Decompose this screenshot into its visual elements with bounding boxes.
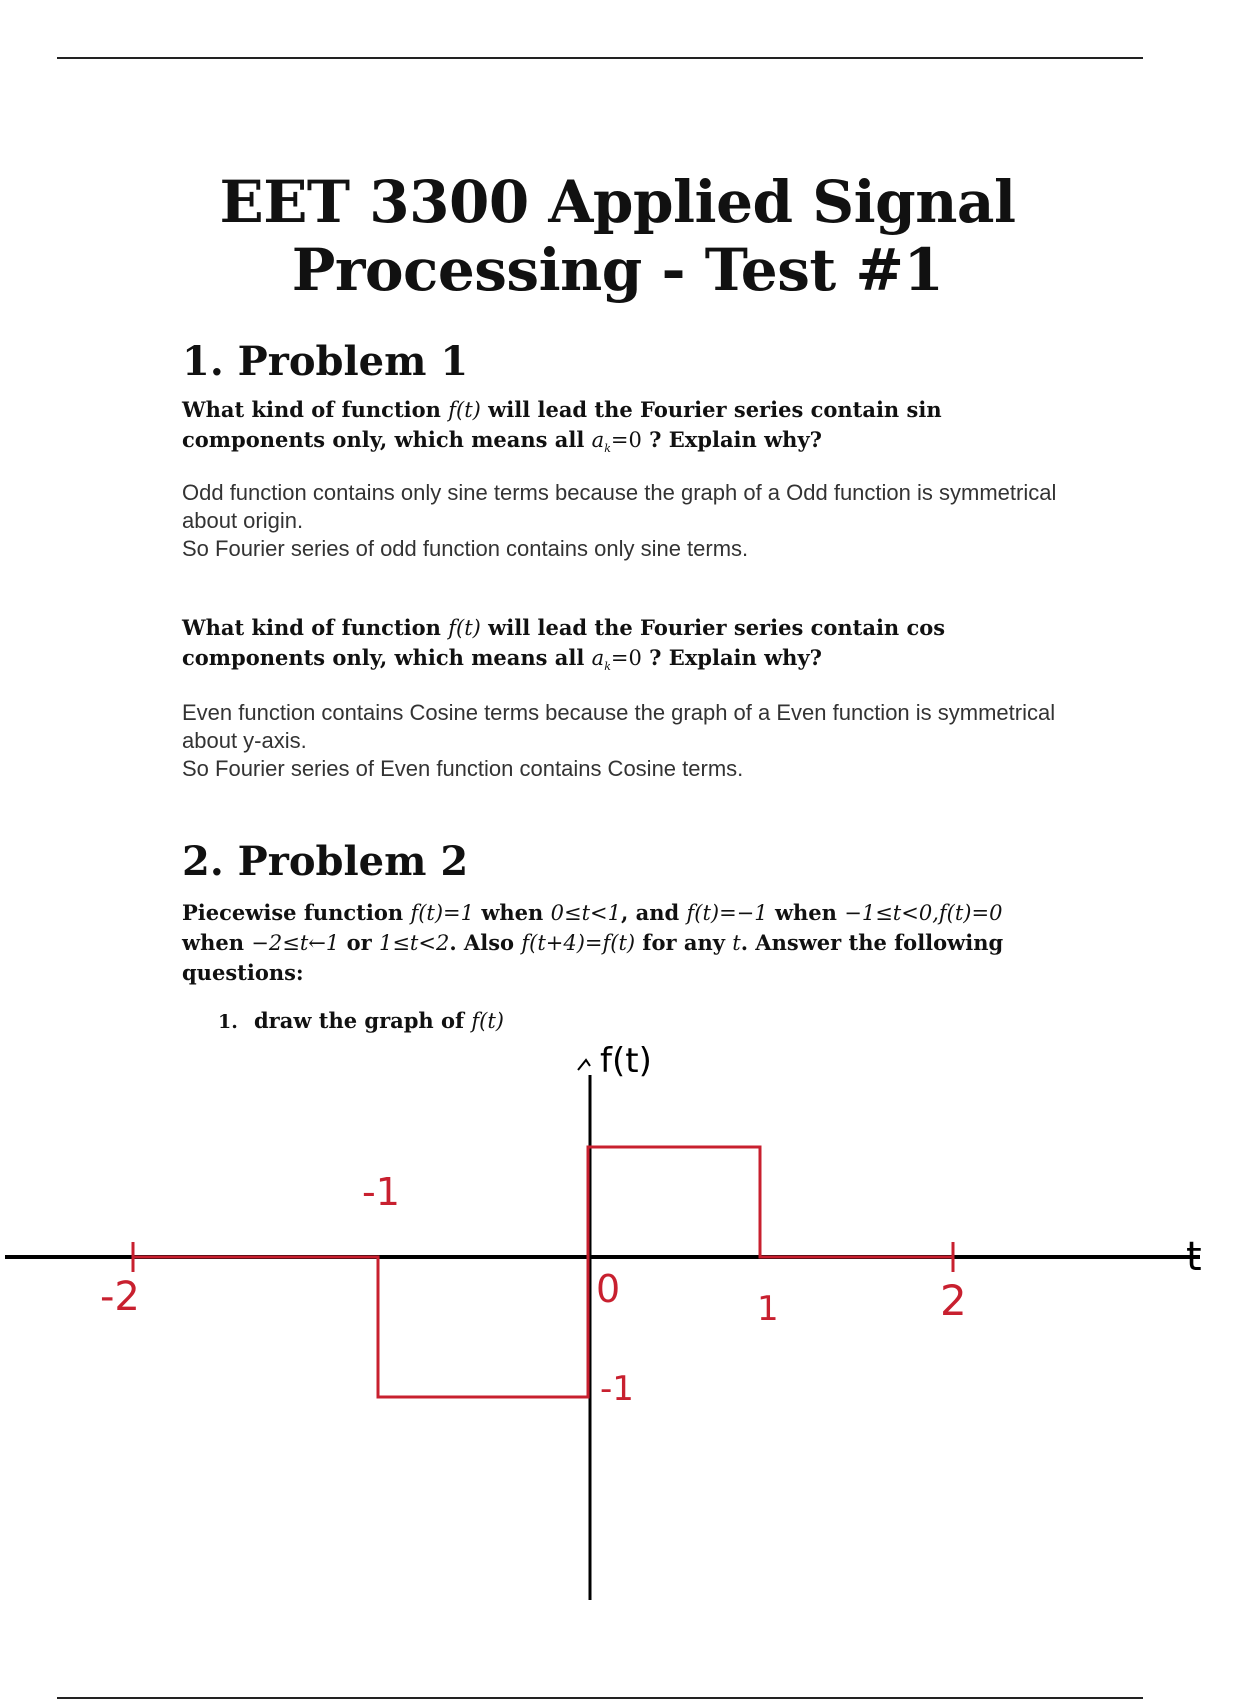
label-neg1-right: -1 (600, 1369, 634, 1409)
problem-1-question-sin: What kind of function f(t) will lead the Fourier series contain sin components only, which means all $a_k=0$ ? Explain why? (182, 397, 942, 456)
page-title: EET 3300 Applied Signal Processing - Test #1 (219, 168, 1016, 304)
problem-1-answer-even: Even function contains Cosine terms because the graph of a Even function is symmetrical about y-axis. So Fourier series of Even function contains Cosine terms. (182, 700, 1056, 781)
problem-1-question-cos: What kind of function f(t) will lead the Fourier series contain cos components only, which means all $a_k=0$ ? Explain why? (182, 615, 946, 674)
label-x-axis: t (1186, 1234, 1202, 1280)
problem-1-answer-odd: Odd function contains only sine terms because the graph of a Odd function is symmetrical about origin. So Fourier series of odd function contains only sine terms. (182, 480, 1057, 561)
problem-2-statement: Piecewise function f(t)=1 when 0≤t<1, and f(t)=−1 when −1≤t<0,f(t)=0 when −2≤t←1 or 1≤t<2. Also f(t+4)=f(t) for any t. Answer the following questions: (182, 900, 1004, 985)
hand-drawn-graph (0, 1020, 1200, 1620)
bottom-rule (57, 1697, 1143, 1699)
label-y-axis: f(t) (600, 1041, 652, 1081)
label-one: 1 (757, 1289, 779, 1329)
top-rule (57, 57, 1143, 59)
problem-2-heading: 2. Problem 2 (182, 838, 469, 885)
problem-1-heading: 1. Problem 1 (182, 338, 469, 385)
label-zero: 0 (596, 1267, 621, 1311)
label-neg2: -2 (100, 1274, 140, 1320)
y-axis-arrow (578, 1060, 590, 1070)
label-neg1-top: -1 (362, 1170, 400, 1214)
label-two: 2 (940, 1276, 967, 1325)
problem-2-item-1: 1. draw the graph of f(t) (218, 1008, 504, 1033)
signal-trace (133, 1147, 953, 1397)
